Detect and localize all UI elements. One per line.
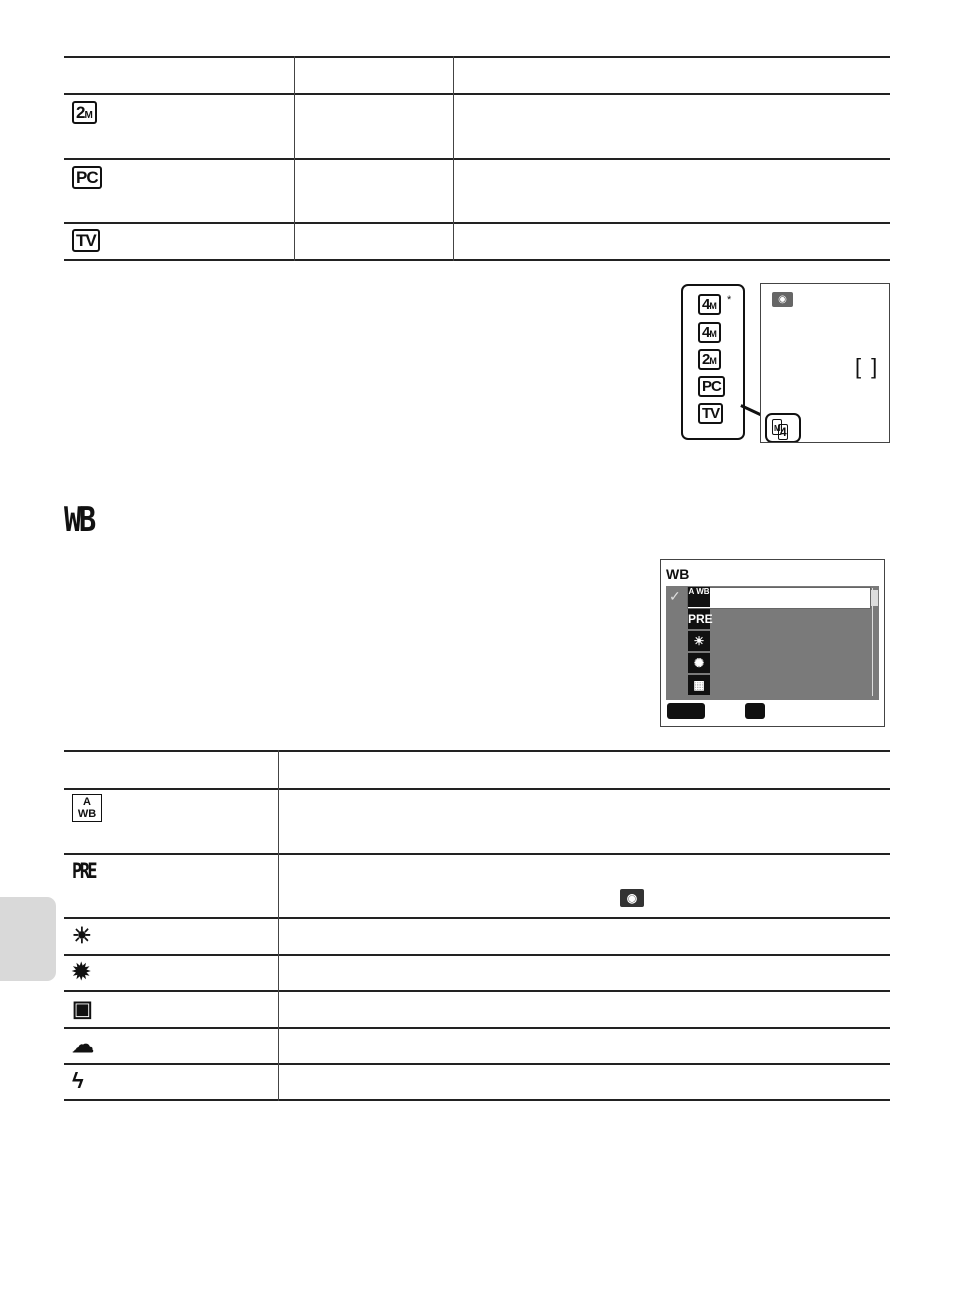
auto-wb-icon[interactable]: A WB — [688, 587, 710, 607]
table-row — [64, 919, 890, 954]
daylight-icon[interactable]: ☀ — [688, 631, 710, 651]
fluorescent-icon: ▣ — [72, 996, 93, 1021]
scrollbar-thumb[interactable] — [871, 590, 878, 606]
wb-menu-screen — [660, 559, 885, 727]
preset-icon: PRE — [72, 859, 96, 883]
flash-icon: ϟ — [72, 1068, 84, 1093]
image-size-table — [64, 56, 890, 261]
table-row — [64, 95, 890, 158]
pc-size-icon: PC — [698, 376, 725, 397]
4m-size-icon: 4 M — [772, 419, 782, 435]
chapter-tab — [0, 897, 56, 981]
star-mark: * — [727, 294, 732, 306]
2m-size-icon: 2M — [72, 101, 97, 124]
4m-star-size-icon: 4M — [698, 294, 721, 315]
focus-brackets: [] — [855, 354, 888, 379]
table-top-rule — [64, 56, 890, 58]
white-balance-table — [64, 750, 890, 1102]
2m-size-icon: 2M — [698, 349, 721, 370]
ok-button[interactable] — [745, 703, 765, 719]
wb-menu-list — [666, 586, 879, 700]
table-row — [64, 790, 890, 853]
table-row — [64, 160, 890, 222]
camera-icon: ◉ — [772, 292, 793, 307]
table-top-rule — [64, 750, 890, 752]
fluorescent-icon[interactable]: ▦ — [688, 675, 710, 695]
selected-row-highlight — [687, 587, 871, 609]
incandescent-icon[interactable]: ✺ — [688, 653, 710, 673]
auto-wb-icon: A WB — [72, 794, 102, 822]
table-bottom-rule — [64, 259, 890, 261]
menu-button[interactable] — [667, 703, 705, 719]
incandescent-icon: ✹ — [72, 959, 91, 984]
tv-size-icon: TV — [698, 403, 723, 424]
table-row — [64, 1065, 890, 1099]
pc-size-icon: PC — [72, 166, 102, 189]
wb-menu-title: WB — [666, 566, 690, 582]
tv-size-icon: TV — [72, 229, 100, 252]
check-icon: ✓ — [669, 588, 681, 604]
table-row — [64, 855, 890, 917]
eye-icon: ◉ — [620, 889, 644, 907]
cloudy-icon: ☁ — [72, 1032, 94, 1057]
wb-section-heading: WB — [64, 500, 94, 540]
preset-icon[interactable]: PRE — [688, 609, 710, 629]
4m-size-icon: 4M — [698, 322, 721, 343]
table-row — [64, 992, 890, 1027]
table-row — [64, 1029, 890, 1063]
daylight-icon: ☀ — [72, 923, 92, 948]
table-bottom-rule — [64, 1099, 890, 1101]
image-size-options-callout — [681, 284, 745, 440]
current-size-indicator — [765, 413, 801, 443]
camera-monitor — [760, 283, 890, 443]
table-row — [64, 224, 890, 259]
table-row — [64, 956, 890, 990]
